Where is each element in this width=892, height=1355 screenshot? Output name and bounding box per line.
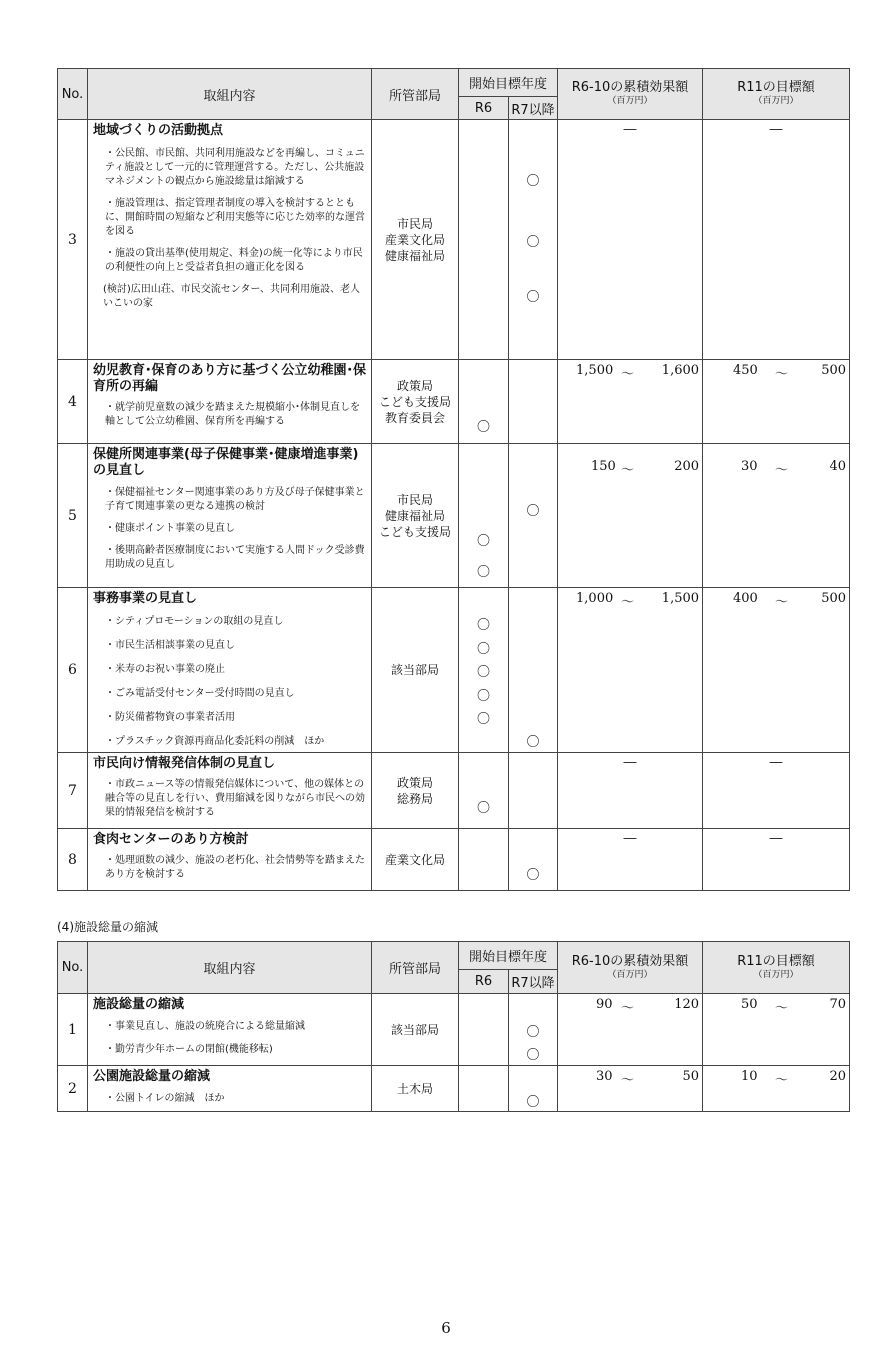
header-cumulative: R6-10の累積効果額 （百万円） [558,942,703,994]
row-item: ・後期高齢者医療制度において実施する人間ドック受診費用助成の見直し [105,545,365,570]
row-item: ・勤労青少年ホームの閉館(機能移転) [105,1044,273,1055]
target-high: 500 [821,363,847,378]
cumulative-cell [558,829,703,891]
circle-mark: 〇 [526,735,540,750]
circle-mark: 〇 [476,642,490,657]
target-cell [703,360,850,444]
circle-mark: 〇 [476,420,490,435]
header-start-year: 開始目標年度 [459,942,558,970]
target-high: 500 [821,591,847,606]
dash-mark: ― [623,122,637,137]
circle-mark: 〇 [526,235,540,250]
target-cell [703,994,850,1066]
row-item: ・市民生活相談事業の見直し [105,640,235,651]
r7-cell [509,120,558,360]
row-content [88,360,372,444]
tilde: ～ [621,1073,635,1088]
tilde: ～ [621,367,635,382]
target-cell [703,588,850,753]
row-dept: 該当部局 [372,588,459,753]
header-start-year: 開始目標年度 [459,69,558,97]
target-cell [703,829,850,891]
circle-mark: 〇 [476,534,490,549]
r6-cell [459,994,509,1066]
tilde: ～ [775,1001,789,1016]
circle-mark: 〇 [476,565,490,580]
cumulative-low: 1,500 [576,363,614,378]
header-no: No. [58,942,88,994]
circle-mark: 〇 [526,868,540,883]
row-item: ・処理頭数の減少、施設の老朽化、社会情勢等を踏まえたあり方を検討する [105,855,365,880]
target-high: 40 [829,459,847,474]
circle-mark: 〇 [476,801,490,816]
row-dept: 土木局 [372,1066,459,1112]
row-item: ・公園トイレの縮減 ほか [105,1093,225,1104]
row-dept: 産業文化局 [372,829,459,891]
target-high: 20 [829,1069,847,1084]
circle-mark: 〇 [476,618,490,633]
cumulative-high: 1,600 [661,363,700,378]
row-content [88,1066,372,1112]
row-content [88,588,372,753]
cumulative-low: 150 [591,459,616,474]
row-dept: 市民局 産業文化局 健康福祉局 [372,120,459,360]
r7-cell [509,753,558,829]
row-number: 6 [58,588,88,753]
row-item: ・事業見直し、施設の統廃合による総量縮減 [105,1021,305,1032]
row-dept: 市民局 健康福祉局 こども支援局 [372,444,459,588]
r7-cell [509,444,558,588]
row-title: 事務事業の見直し [93,591,198,606]
r6-cell [459,120,509,360]
row-item: (検討)広田山荘、市民交流センター、共同利用施設、老人いこいの家 [103,284,361,309]
r6-cell [459,1066,509,1112]
tilde: ～ [775,1073,789,1088]
row-item: ・就学前児童数の減少を踏まえた規模縮小･体制見直しを軸として公立幼稚園、保育所を再編する [105,402,360,427]
table-row [58,120,850,360]
dash-mark: ― [623,831,637,846]
header-target: R11の目標額 （百万円） [703,942,850,994]
cumulative-cell [558,120,703,360]
tilde: ～ [775,595,789,610]
target-low: 50 [741,997,758,1012]
row-number: 7 [58,753,88,829]
dash-mark: ― [769,122,783,137]
circle-mark: 〇 [526,1095,540,1110]
row-item: ・プラスチック資源再商品化委託料の削減 ほか [105,736,325,747]
target-cell [703,120,850,360]
circle-mark: 〇 [526,174,540,189]
row-number: 3 [58,120,88,360]
r6-cell [459,753,509,829]
row-number: 8 [58,829,88,891]
row-item: ・シティプロモーションの取組の見直し [105,616,284,627]
target-cell [703,1066,850,1112]
row-item: ・防災備蓄物資の事業者活用 [105,712,235,723]
r6-cell [459,588,509,753]
r7-cell [509,1066,558,1112]
target-low: 30 [741,459,758,474]
r7-cell [509,588,558,753]
cumulative-cell [558,360,703,444]
cumulative-cell [558,994,703,1066]
table-row [58,588,850,753]
cumulative-low: 90 [596,997,613,1012]
target-cell [703,444,850,588]
row-item: ・保健福祉センター関連事業のあり方及び母子保健事業と子育て関連事業の更なる連携の検討 [105,487,365,512]
circle-mark: 〇 [476,665,490,680]
row-number: 4 [58,360,88,444]
table-row [58,444,850,588]
table-row [58,360,850,444]
row-dept: 政策局 こども支援局 教育委員会 [372,360,459,444]
cumulative-high: 50 [682,1069,700,1084]
circle-mark: 〇 [476,689,490,704]
row-content [88,120,372,360]
section-heading: (4)施設総量の縮減 [57,920,158,934]
dash-mark: ― [623,755,637,770]
cumulative-cell [558,444,703,588]
row-item: ・公民館、市民館、共同利用施設などを再編し、コミュニティ施設として一元的に管理運営する。ただし、公共施設マネジメントの観点から施設総量は縮減する [105,148,365,187]
row-item: ・施設管理は、指定管理者制度の導入を検討するとともに、開館時間の短縮など利用実態等に応じた効率的な運営を図る [105,198,365,237]
row-item: ・米寿のお祝い事業の廃止 [105,664,225,675]
circle-mark: 〇 [526,504,540,519]
cumulative-high: 120 [674,997,700,1012]
row-item: ・市政ニュース等の情報発信媒体について、他の媒体との融合等の見直しを行い、費用縮減を図りながら市民への効果的情報発信を検討する [105,779,365,818]
header-content: 取組内容 [88,69,372,120]
target-high: 70 [829,997,847,1012]
tilde: ～ [621,595,635,610]
r6-cell [459,360,509,444]
cumulative-high: 200 [674,459,700,474]
tilde: ～ [621,463,635,478]
cumulative-cell [558,1066,703,1112]
header-r7: R7以降 [509,970,558,994]
target-low: 10 [741,1069,758,1084]
row-content [88,994,372,1066]
row-title: 公園施設総量の縮減 [93,1069,211,1084]
r7-cell [509,360,558,444]
r6-cell [459,829,509,891]
cumulative-cell [558,753,703,829]
target-cell [703,753,850,829]
row-number: 1 [58,994,88,1066]
row-title: 食肉センターのあり方検討 [93,832,249,847]
row-title: 保健所関連事業(母子保健事業･健康増進事業)の見直し [93,447,359,478]
tilde: ～ [621,1001,635,1016]
cumulative-high: 1,500 [661,591,700,606]
dash-mark: ― [769,831,783,846]
measures-table [57,68,850,891]
row-number: 5 [58,444,88,588]
row-number: 2 [58,1066,88,1112]
row-item: ・ごみ電話受付センター受付時間の見直し [105,688,295,699]
header-r7: R7以降 [509,97,558,120]
row-dept: 該当部局 [372,994,459,1066]
row-title: 施設総量の縮減 [93,997,185,1012]
row-title: 幼児教育･保育のあり方に基づく公立幼稚園･保育所の再編 [93,363,367,394]
row-content [88,444,372,588]
target-low: 450 [733,363,758,378]
table-row [58,1066,850,1112]
header-dept: 所管部局 [372,942,459,994]
header-dept: 所管部局 [372,69,459,120]
circle-mark: 〇 [526,290,540,305]
facility-table [57,941,850,1112]
header-content: 取組内容 [88,942,372,994]
header-no: No. [58,69,88,120]
circle-mark: 〇 [526,1025,540,1040]
target-low: 400 [733,591,758,606]
page-number: 6 [441,1319,451,1337]
r7-cell [509,994,558,1066]
r6-cell [459,444,509,588]
header-r6: R6 [459,97,509,120]
cumulative-low: 30 [596,1069,613,1084]
header-r6: R6 [459,970,509,994]
circle-mark: 〇 [476,712,490,727]
tilde: ～ [775,367,789,382]
header-target: R11の目標額 （百万円） [703,69,850,120]
row-item: ・施設の貸出基準(使用規定、料金)の統一化等により市民の利便性の向上と受益者負担の適正化を図る [105,248,363,273]
header-cumulative: R6-10の累積効果額 （百万円） [558,69,703,120]
row-dept: 政策局 総務局 [372,753,459,829]
row-title: 地域づくりの活動拠点 [93,123,224,138]
circle-mark: 〇 [526,1048,540,1063]
row-item: ・健康ポイント事業の見直し [105,523,235,534]
cumulative-cell [558,588,703,753]
cumulative-low: 1,000 [576,591,614,606]
table-row [58,994,850,1066]
row-content [88,829,372,891]
table-row [58,829,850,891]
r7-cell [509,829,558,891]
dash-mark: ― [769,755,783,770]
table-row [58,753,850,829]
row-content [88,753,372,829]
tilde: ～ [775,463,789,478]
row-title: 市民向け情報発信体制の見直し [93,756,276,771]
